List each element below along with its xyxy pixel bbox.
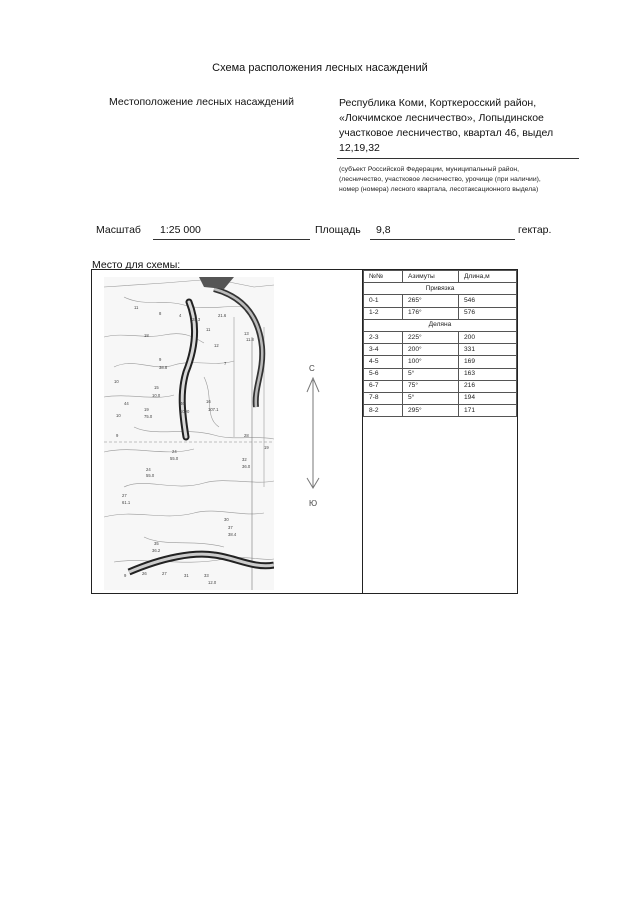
map-label: 8 (159, 311, 162, 316)
map-label: 32 (242, 457, 247, 462)
map-label: 12 (214, 343, 219, 348)
table-cell-point: 0-1 (364, 295, 403, 307)
scale-underline (153, 239, 310, 240)
table-cell-point: 7-8 (364, 392, 403, 404)
location-note (339, 165, 584, 195)
map-label: 28.3 (192, 317, 201, 322)
map-label: 35 (154, 541, 159, 546)
map-label: 13 (244, 331, 249, 336)
map-label: 55.0 (146, 473, 155, 478)
table-cell-point: 4-5 (364, 356, 403, 368)
table-row (364, 331, 517, 343)
map-label: 61.1 (122, 500, 131, 505)
table-row (364, 380, 517, 392)
map-label: 27 (162, 571, 167, 576)
table-cell-azimuth: 265° (403, 295, 459, 307)
table-cell-point: 1-2 (364, 307, 403, 319)
header-cell-length: Длина,м (459, 271, 517, 283)
map-label: 21.6 (218, 313, 227, 318)
scale-value: 1:25 000 (160, 224, 201, 236)
table-row (364, 344, 517, 356)
map-label: 36.2 (152, 548, 161, 553)
map-label: 10 (114, 379, 119, 384)
map-label: 9 (124, 573, 127, 578)
table-header-row (364, 271, 517, 283)
location-label: Местоположение лесных насаждений (109, 96, 295, 108)
map-label: 24 (146, 467, 151, 472)
table-cell-length: 169 (459, 356, 517, 368)
map-label: 24 (172, 449, 177, 454)
map-label: 26 (142, 571, 147, 576)
area-underline (370, 239, 515, 240)
scheme-label: Место для схемы: (92, 259, 181, 271)
table-cell-length: 331 (459, 344, 517, 356)
table-cell-azimuth: 176° (403, 307, 459, 319)
table-cell-length: 576 (459, 307, 517, 319)
map-label: 9 (159, 357, 162, 362)
table-cell-azimuth: 100° (403, 356, 459, 368)
map-label: 36.0 (242, 464, 251, 469)
map-label: 75.0 (144, 414, 153, 419)
table-cell-length: 171 (459, 405, 517, 417)
map-label: 31 (184, 573, 189, 578)
table-cell-point: 2-3 (364, 331, 403, 343)
header-cell-azimuth: Азимуты (403, 271, 459, 283)
table-cell-length: 546 (459, 295, 517, 307)
table-section-title: Деляна (364, 319, 517, 331)
location-line: 12,19,32 (339, 142, 380, 154)
location-line: Республика Коми, Корткеросский район, (339, 97, 537, 109)
page-title: Схема расположения лесных насаждений (212, 62, 428, 74)
map-label: 44 (124, 401, 129, 406)
map-label: 107.1 (208, 407, 219, 412)
map-label: 37 (228, 525, 233, 530)
table-row (364, 295, 517, 307)
map-label: 19 (264, 445, 269, 450)
compass-south-label: Ю (309, 499, 318, 508)
table-cell-point: 3-4 (364, 344, 403, 356)
map-label: 10.0 (152, 393, 161, 398)
map-label: 19 (144, 407, 149, 412)
location-note-line: номер (номера) лесного квартала, лесотаксационного выдела) (339, 186, 539, 193)
table-row (364, 307, 517, 319)
location-line: участковое лесничество, квартал 46, выдел (339, 127, 554, 139)
table-cell-azimuth: 295° (403, 405, 459, 417)
scale-label: Масштаб (96, 224, 141, 236)
map-label: 27 (122, 493, 127, 498)
map-label: 16 (206, 399, 211, 404)
forest-map (104, 277, 274, 590)
table-row (364, 356, 517, 368)
table-cell-azimuth: 200° (403, 344, 459, 356)
table-cell-azimuth: 75° (403, 380, 459, 392)
table-cell-azimuth: 5° (403, 368, 459, 380)
coordinates-table (363, 270, 517, 417)
table-section-row (364, 319, 517, 331)
table-cell-length: 200 (459, 331, 517, 343)
area-label: Площадь (315, 224, 361, 236)
table-cell-length: 163 (459, 368, 517, 380)
map-label: 11 (206, 327, 211, 332)
map-label: 11 (134, 305, 139, 310)
map-label: 28 (244, 433, 249, 438)
map-label: 11.8 (246, 337, 254, 342)
table-cell-length: 216 (459, 380, 517, 392)
map-label: 12.0 (208, 580, 217, 585)
location-line: «Локчимское лесничество», Лопыдинское (339, 112, 544, 124)
table-cell-point: 8-2 (364, 405, 403, 417)
map-label: 9 (116, 433, 119, 438)
table-cell-point: 5-6 (364, 368, 403, 380)
map-label: 30 (224, 517, 229, 522)
compass-north-label: С (309, 364, 315, 373)
table-row (364, 392, 517, 404)
area-unit: гектар. (518, 224, 552, 236)
map-label: 4 (179, 313, 182, 318)
map-label: 33 (204, 573, 209, 578)
map-label: 46 (180, 401, 185, 406)
header-cell-number: №№ (364, 271, 403, 283)
map-label: 10 (116, 413, 121, 418)
table-section-title: Привязка (364, 283, 517, 295)
map-label: 38.4 (228, 532, 237, 537)
map-label: 15 (154, 385, 159, 390)
map-label: 1000 (180, 409, 190, 414)
location-underline (337, 158, 579, 159)
compass (296, 360, 330, 520)
location-value (339, 96, 579, 156)
table-cell-point: 6-7 (364, 380, 403, 392)
map-label: 38.8 (159, 365, 168, 370)
location-note-line: (субъект Российской Федерации, муниципальный район, (339, 166, 520, 173)
table-cell-azimuth: 5° (403, 392, 459, 404)
map-label: 18 (144, 333, 149, 338)
area-value: 9,8 (376, 224, 391, 236)
table-row (364, 405, 517, 417)
map-label: 7 (224, 361, 227, 366)
table-section-row (364, 283, 517, 295)
map-label: 55.0 (170, 456, 179, 461)
location-note-line: (лесничество, участковое лесничество, урочище (при наличии), (339, 176, 541, 183)
table-cell-azimuth: 225° (403, 331, 459, 343)
table-cell-length: 194 (459, 392, 517, 404)
table-row (364, 368, 517, 380)
